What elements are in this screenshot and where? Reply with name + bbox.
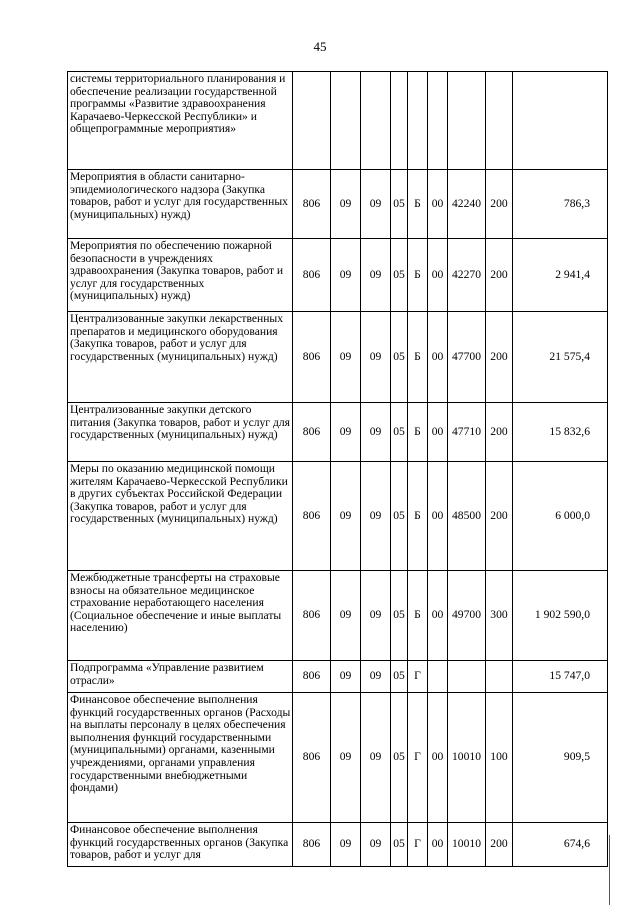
subprogram-code: Г — [408, 693, 428, 823]
amount: 909,5 — [513, 693, 608, 823]
expense-type-code: 200 — [486, 823, 513, 867]
row-name: Централизованные закупки лекарственных препаратов и медицинского оборудования (Закупка товаров, работ и услуг для государственных (муниципальных) нужд) — [68, 312, 293, 403]
direction-code: 47700 — [448, 312, 486, 403]
row-name: системы территориального планирования и обеспечение реализации государственной программы «Развитие здравоохранения Карачаево-Черкесской Республики» и общепрограммные мероприятия» — [68, 72, 293, 170]
amount — [513, 72, 608, 170]
main-measure-code: 00 — [428, 693, 448, 823]
table-row — [68, 72, 608, 170]
expense-type-code: 200 — [486, 239, 513, 312]
subsection-code: 09 — [361, 661, 391, 693]
program-code: 05 — [391, 312, 408, 403]
program-code: 05 — [391, 823, 408, 867]
main-measure-code — [428, 661, 448, 693]
row-name: Межбюджетные трансферты на страховые взносы на обязательное медицинское страхование неработающего населения (Социальное обеспечение и иные выплаты населению) — [68, 571, 293, 661]
expense-type-code — [486, 661, 513, 693]
subsection-code: 09 — [361, 823, 391, 867]
main-measure-code: 00 — [428, 403, 448, 462]
ministry-code — [293, 72, 331, 170]
subsection-code: 09 — [361, 403, 391, 462]
ministry-code: 806 — [293, 403, 331, 462]
direction-code: 48500 — [448, 462, 486, 571]
section-code: 09 — [331, 823, 361, 867]
subprogram-code: Б — [408, 170, 428, 239]
ministry-code: 806 — [293, 170, 331, 239]
ministry-code: 806 — [293, 462, 331, 571]
table-row — [68, 170, 608, 239]
expense-type-code: 300 — [486, 571, 513, 661]
subprogram-code — [408, 72, 428, 170]
row-name: Финансовое обеспечение выполнения функций государственных органов (Расходы на выплаты персоналу в целях обеспечения выполнения функций государственными (муниципальными) органами, казенными учреждениями, органами управления государственными внебюджетными фондами) — [68, 693, 293, 823]
table-row — [68, 661, 608, 693]
ministry-code: 806 — [293, 571, 331, 661]
subprogram-code: Б — [408, 312, 428, 403]
table-row — [68, 823, 608, 867]
section-code: 09 — [331, 170, 361, 239]
table-row — [68, 571, 608, 661]
row-name: Подпрограмма «Управление развитием отрасли» — [68, 661, 293, 693]
ministry-code: 806 — [293, 823, 331, 867]
subsection-code: 09 — [361, 693, 391, 823]
direction-code — [448, 72, 486, 170]
scan-edge-line — [609, 835, 610, 905]
direction-code — [448, 661, 486, 693]
table-row — [68, 312, 608, 403]
amount: 21 575,4 — [513, 312, 608, 403]
main-measure-code — [428, 72, 448, 170]
direction-code: 10010 — [448, 823, 486, 867]
subsection-code — [361, 72, 391, 170]
main-measure-code: 00 — [428, 571, 448, 661]
program-code: 05 — [391, 571, 408, 661]
row-name: Централизованные закупки детского питания (Закупка товаров, работ и услуг для государственных (муниципальных) нужд) — [68, 403, 293, 462]
subprogram-code: Б — [408, 571, 428, 661]
main-measure-code: 00 — [428, 170, 448, 239]
table-row — [68, 462, 608, 571]
main-measure-code: 00 — [428, 823, 448, 867]
amount: 2 941,4 — [513, 239, 608, 312]
page-number: 45 — [313, 39, 327, 54]
subsection-code: 09 — [361, 312, 391, 403]
row-name: Мероприятия по обеспечению пожарной безопасности в учреждениях здравоохранения (Закупка товаров, работ и услуг для государственных (муниципальных) нужд) — [68, 239, 293, 312]
expense-type-code — [486, 72, 513, 170]
subsection-code: 09 — [361, 170, 391, 239]
expense-type-code: 200 — [486, 170, 513, 239]
table-row — [68, 403, 608, 462]
section-code — [331, 72, 361, 170]
subprogram-code: Б — [408, 462, 428, 571]
ministry-code: 806 — [293, 693, 331, 823]
direction-code: 10010 — [448, 693, 486, 823]
ministry-code: 806 — [293, 661, 331, 693]
amount: 15 747,0 — [513, 661, 608, 693]
section-code: 09 — [331, 312, 361, 403]
subsection-code: 09 — [361, 571, 391, 661]
program-code: 05 — [391, 170, 408, 239]
expense-type-code: 200 — [486, 462, 513, 571]
amount: 6 000,0 — [513, 462, 608, 571]
main-measure-code: 00 — [428, 462, 448, 571]
amount: 15 832,6 — [513, 403, 608, 462]
direction-code: 47710 — [448, 403, 486, 462]
budget-table — [67, 71, 608, 867]
program-code: 05 — [391, 693, 408, 823]
section-code: 09 — [331, 571, 361, 661]
amount: 1 902 590,0 — [513, 571, 608, 661]
subsection-code: 09 — [361, 239, 391, 312]
row-name: Финансовое обеспечение выполнения функций государственных органов (Закупка товаров, работ и услуг для — [68, 823, 293, 867]
main-measure-code: 00 — [428, 312, 448, 403]
direction-code: 42270 — [448, 239, 486, 312]
table-row — [68, 239, 608, 312]
expense-type-code: 200 — [486, 403, 513, 462]
amount: 674,6 — [513, 823, 608, 867]
table-row — [68, 693, 608, 823]
subprogram-code: Г — [408, 823, 428, 867]
section-code: 09 — [331, 661, 361, 693]
direction-code: 42240 — [448, 170, 486, 239]
ministry-code: 806 — [293, 239, 331, 312]
program-code: 05 — [391, 403, 408, 462]
subprogram-code: Б — [408, 239, 428, 312]
expense-type-code: 200 — [486, 312, 513, 403]
program-code — [391, 72, 408, 170]
section-code: 09 — [331, 403, 361, 462]
program-code: 05 — [391, 661, 408, 693]
direction-code: 49700 — [448, 571, 486, 661]
section-code: 09 — [331, 462, 361, 571]
main-measure-code: 00 — [428, 239, 448, 312]
expense-type-code: 100 — [486, 693, 513, 823]
section-code: 09 — [331, 693, 361, 823]
subprogram-code: Б — [408, 403, 428, 462]
section-code: 09 — [331, 239, 361, 312]
row-name: Меры по оказанию медицинской помощи жителям Карачаево-Черкесской Республики в других субъектах Российской Федерации (Закупка товаров, работ и услуг для государственных (муниципальных) нужд) — [68, 462, 293, 571]
subsection-code: 09 — [361, 462, 391, 571]
ministry-code: 806 — [293, 312, 331, 403]
subprogram-code: Г — [408, 661, 428, 693]
program-code: 05 — [391, 462, 408, 571]
program-code: 05 — [391, 239, 408, 312]
amount: 786,3 — [513, 170, 608, 239]
row-name: Мероприятия в области санитарно-эпидемиологического надзора (Закупка товаров, работ и услуг для государственных (муниципальных) нужд) — [68, 170, 293, 239]
